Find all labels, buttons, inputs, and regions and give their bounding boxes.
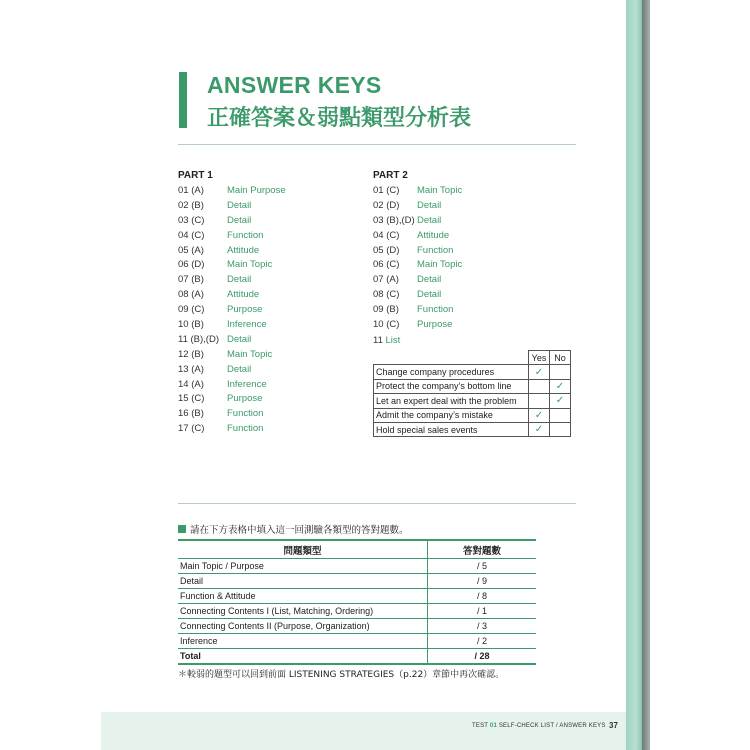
- answer-item: [373, 318, 462, 333]
- no-cell: [550, 365, 571, 379]
- question-type: Main Topic: [417, 185, 463, 196]
- total-score: / 28: [428, 649, 537, 665]
- answer-item: [178, 258, 286, 273]
- question-type: Function: [417, 304, 454, 316]
- answer-number: 02 (D): [373, 199, 400, 211]
- score-cell: / 3: [428, 619, 537, 634]
- answer-number: 11 (B),(D): [178, 333, 219, 345]
- yes-cell: [529, 379, 550, 393]
- answer-item: [178, 244, 286, 259]
- part2-list-item: [373, 335, 400, 346]
- book-spine: [626, 0, 642, 750]
- yes-cell: [529, 422, 550, 436]
- answer-item: [178, 199, 286, 214]
- answer-number: 05 (D): [373, 244, 400, 256]
- question-type-cell: Connecting Contents II (Purpose, Organization): [178, 619, 428, 634]
- page-title: ANSWER KEYS: [207, 72, 382, 98]
- square-bullet-icon: [178, 525, 186, 533]
- answer-number: 05 (A): [178, 244, 204, 256]
- answer-number: 03 (B),(D): [373, 214, 415, 226]
- question-type-cell: Function & Attitude: [178, 589, 428, 604]
- page-number: 37: [609, 721, 618, 730]
- question-type: Detail: [227, 333, 252, 345]
- question-type: Detail: [417, 199, 442, 211]
- answer-item: [178, 303, 286, 318]
- check-mark-icon: ✓: [534, 409, 544, 421]
- question-type: Detail: [417, 214, 442, 226]
- answer-item: [178, 378, 286, 393]
- page-subtitle: 正確答案＆弱點類型分析表: [207, 106, 472, 131]
- answer-item: [178, 229, 286, 244]
- answer-number: 04 (C): [178, 229, 205, 241]
- statement-label: Change company procedures: [374, 365, 529, 379]
- total-label: Total: [178, 649, 428, 665]
- no-header: No: [550, 351, 571, 365]
- score-cell: / 2: [428, 634, 537, 649]
- answer-number: 08 (A): [178, 289, 204, 301]
- answer-item: [178, 214, 286, 229]
- answer-number: 16 (B): [178, 408, 204, 420]
- question-type: Detail: [417, 289, 442, 301]
- answer-item: [178, 392, 286, 407]
- col-question-type: 問題類型: [178, 540, 428, 559]
- question-type: Main Topic: [227, 348, 273, 360]
- score-cell: / 9: [428, 574, 537, 589]
- yes-no-row: [374, 365, 571, 379]
- part2-heading: PART 2: [373, 170, 408, 181]
- answer-number: 17 (C): [178, 423, 205, 435]
- no-cell: [550, 408, 571, 422]
- answer-item: [373, 229, 462, 244]
- answer-number: 10 (B): [178, 319, 204, 331]
- yes-no-row: [374, 394, 571, 408]
- summary-row: [178, 634, 536, 649]
- question-type-cell: Detail: [178, 574, 428, 589]
- title-accent-bar: [179, 72, 187, 128]
- statement-label: Protect the company’s bottom line: [374, 379, 529, 393]
- score-cell: / 1: [428, 604, 537, 619]
- no-cell: [550, 422, 571, 436]
- answer-item: [373, 244, 462, 259]
- list-item-type: List: [385, 335, 401, 346]
- question-type: Detail: [227, 214, 252, 226]
- answer-number: 01 (A): [178, 185, 204, 196]
- yes-no-row: [374, 408, 571, 422]
- answer-number: 04 (C): [373, 229, 400, 241]
- answer-number: 10 (C): [373, 319, 400, 331]
- answer-item: [373, 273, 462, 288]
- question-type: Main Topic: [417, 259, 463, 271]
- yes-cell: [529, 408, 550, 422]
- answer-number: 06 (D): [178, 259, 205, 271]
- question-type-cell: Main Topic / Purpose: [178, 559, 428, 574]
- footnote: ＊較弱的題型可以回到前面 LISTENING STRATEGIES（p.22）章節中再次確認。: [178, 670, 505, 680]
- yes-header: Yes: [529, 351, 550, 365]
- answer-item: [178, 288, 286, 303]
- question-type: Purpose: [227, 304, 263, 316]
- question-type: Main Purpose: [227, 185, 286, 196]
- running-footer: [472, 723, 606, 729]
- summary-row: [178, 559, 536, 574]
- statement-label: Hold special sales events: [374, 422, 529, 436]
- answer-item: [373, 214, 462, 229]
- question-type: Purpose: [417, 319, 453, 331]
- list-item-number: 11: [373, 335, 383, 346]
- yes-cell: [529, 394, 550, 408]
- question-type: Inference: [227, 319, 267, 331]
- question-type: Detail: [227, 274, 252, 286]
- check-mark-icon: ✓: [534, 424, 544, 436]
- divider: [178, 503, 576, 504]
- part1-answer-list: [178, 184, 286, 437]
- summary-total-row: [178, 649, 536, 665]
- yes-no-corner: [374, 351, 529, 365]
- answer-item: [178, 318, 286, 333]
- question-type: Function: [417, 244, 454, 256]
- question-type: Function: [227, 229, 264, 241]
- question-type: Detail: [227, 199, 252, 211]
- part2-answer-list: [373, 184, 462, 333]
- answer-item: [373, 288, 462, 303]
- question-type-cell: Inference: [178, 634, 428, 649]
- divider: [178, 144, 576, 145]
- yes-no-row: [374, 379, 571, 393]
- question-type: Detail: [417, 274, 442, 286]
- answer-number: 09 (C): [178, 304, 205, 316]
- summary-row: [178, 604, 536, 619]
- footer-label: SELF-CHECK LIST / ANSWER KEYS: [498, 723, 606, 729]
- answer-item: [178, 363, 286, 378]
- answer-number: 09 (B): [373, 304, 399, 316]
- no-cell: [550, 394, 571, 408]
- answer-number: 07 (B): [178, 274, 204, 286]
- no-cell: [550, 379, 571, 393]
- answer-item: [373, 184, 462, 199]
- answer-number: 03 (C): [178, 214, 205, 226]
- instruction-text: 請在下方表格中填入這一回測驗各類型的答對題數。: [190, 525, 409, 536]
- footer-test-number: 01: [489, 723, 497, 729]
- yes-cell: [529, 365, 550, 379]
- answer-item: [178, 348, 286, 363]
- question-type: Attitude: [227, 289, 260, 301]
- answer-number: 02 (B): [178, 199, 204, 211]
- answer-item: [373, 258, 462, 273]
- answer-number: 15 (C): [178, 393, 205, 405]
- yes-no-row: [374, 422, 571, 436]
- check-mark-icon: ✓: [555, 380, 565, 392]
- question-type-cell: Connecting Contents I (List, Matching, Ordering): [178, 604, 428, 619]
- summary-row: [178, 574, 536, 589]
- footer-test-prefix: TEST: [472, 723, 489, 729]
- col-correct-count: 答對題數: [428, 540, 537, 559]
- answer-number: 14 (A): [178, 378, 204, 390]
- summary-row: [178, 619, 536, 634]
- answer-number: 08 (C): [373, 289, 400, 301]
- yes-no-table: [373, 350, 571, 437]
- part1-heading: PART 1: [178, 170, 213, 181]
- question-type: Purpose: [227, 393, 263, 405]
- book-edge: [642, 0, 650, 750]
- answer-item: [373, 303, 462, 318]
- check-mark-icon: ✓: [555, 395, 565, 407]
- bottom-margin-band: [101, 712, 633, 750]
- answer-item: [178, 422, 286, 437]
- summary-row: [178, 589, 536, 604]
- answer-item: [373, 199, 462, 214]
- summary-instruction: [178, 522, 409, 536]
- question-type: Detail: [227, 363, 252, 375]
- answer-item: [178, 184, 286, 199]
- question-type: Function: [227, 408, 264, 420]
- question-type: Main Topic: [227, 259, 273, 271]
- score-cell: / 8: [428, 589, 537, 604]
- answer-item: [178, 407, 286, 422]
- question-type: Attitude: [227, 244, 260, 256]
- score-cell: / 5: [428, 559, 537, 574]
- answer-item: [178, 273, 286, 288]
- check-mark-icon: ✓: [534, 366, 544, 378]
- question-type: Function: [227, 423, 264, 435]
- answer-number: 06 (C): [373, 259, 400, 271]
- answer-number: 01 (C): [373, 185, 400, 196]
- answer-number: 12 (B): [178, 348, 204, 360]
- answer-number: 13 (A): [178, 363, 204, 375]
- answer-item: [178, 333, 286, 348]
- statement-label: Admit the company’s mistake: [374, 408, 529, 422]
- question-type: Attitude: [417, 229, 450, 241]
- statement-label: Let an expert deal with the problem: [374, 394, 529, 408]
- question-type: Inference: [227, 378, 267, 390]
- score-summary-table: [178, 539, 536, 665]
- answer-number: 07 (A): [373, 274, 399, 286]
